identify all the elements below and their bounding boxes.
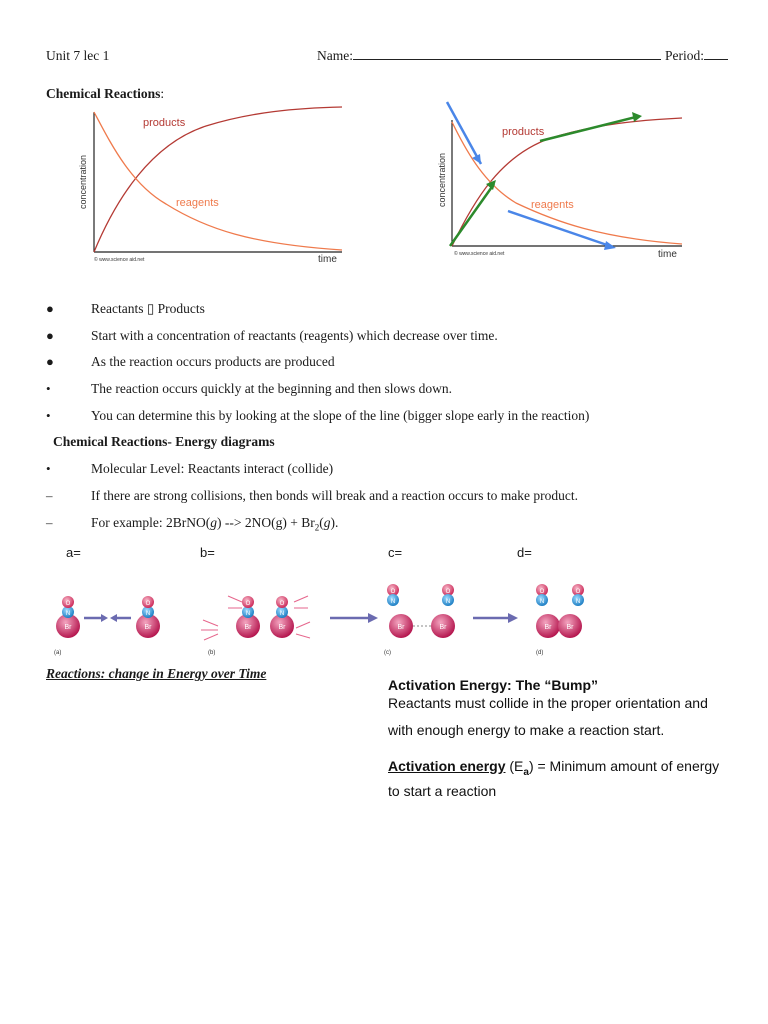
equation-part: g [323,515,331,530]
x-axis-label: time [658,249,677,260]
svg-text:(a): (a) [54,650,62,656]
equation-part: ) --> 2NO(g) + Br [216,515,315,530]
period-field [665,48,728,64]
bullet-text: As the reaction occurs products are produced [91,354,335,369]
arrowhead-icon [368,613,378,623]
activation-definition [388,757,758,782]
svg-text:Br: Br [244,624,252,631]
bullet-marker: ● [46,328,54,343]
section-title-energy-diagrams: Chemical Reactions- Energy diagrams [53,434,275,449]
concentration-graph-1 [76,104,348,266]
reagents-label: reagents [176,197,219,209]
svg-text:N: N [145,611,151,617]
slope-arrow-reagents-late [508,211,610,246]
svg-text:N: N [575,599,581,605]
name-label: Name: [317,48,353,63]
equation-part: g [210,515,217,530]
equation-subscript: 2 [314,522,320,533]
name-blank [353,59,661,60]
name-field [317,48,661,64]
bullet-text: If there are strong collisions, then bonds will break and a reaction occurs to make product. [91,488,578,503]
svg-text:Br: Br [278,624,286,631]
concentration-graph-2 [436,100,686,260]
svg-text:Br: Br [566,624,574,631]
molecule-label-c: c= [388,545,403,560]
period-label: Period: [665,48,704,63]
svg-text:Br: Br [544,624,552,631]
activation-term: Activation energy [388,758,506,774]
molecule-pair-c [384,584,455,656]
molecule-label-b: b= [200,545,215,560]
reagents-curve [94,112,342,250]
products-curve [452,118,682,246]
molecule-label-a: a= [66,545,81,560]
reagents-curve [452,122,682,244]
activation-line-1: Reactants must collide in the proper orientation and [388,695,708,711]
svg-text:O: O [245,601,251,607]
svg-text:(c): (c) [384,650,391,656]
y-axis-label: concentration [78,154,88,210]
bullet-marker: – [46,488,53,503]
molecular-collision-diagram [48,578,608,660]
activation-energy-block [388,676,758,800]
source-label: © www.science aid.net [94,257,145,263]
bullet-marker: • [46,381,51,396]
bullet-marker: • [46,408,51,423]
activation-definition-line-2: to start a reaction [388,782,497,799]
products-label: products [502,126,545,138]
definition-subscript: a [523,766,529,778]
bullet-text: Start with a concentration of reactants (reagents) which decrease over time. [91,328,498,343]
svg-text:Br: Br [439,624,447,631]
svg-text:O: O [539,589,545,595]
bullet-text: The reaction occurs quickly at the beginning and then slows down. [91,381,453,396]
svg-text:N: N [390,599,396,605]
activation-line-2: with enough energy to make a reaction start. [388,722,665,738]
unit-label: Unit 7 lec 1 [46,48,110,63]
equation-part: ( [319,515,324,530]
svg-text:O: O [279,601,285,607]
svg-text:N: N [539,599,545,605]
section-title-text: Chemical Reactions [46,86,161,101]
svg-text:O: O [445,589,451,595]
products-curve [94,107,342,252]
svg-text:O: O [65,601,71,607]
bullet-marker: ● [46,301,54,316]
svg-text:N: N [279,611,285,617]
svg-text:N: N [245,611,251,617]
example-equation [91,515,338,533]
bullet-marker: – [46,515,53,530]
products-label: products [143,117,186,129]
bullet-text: Molecular Level: Reactants interact (collide) [91,461,334,476]
x-axis-label: time [318,254,337,265]
bullet-text: You can determine this by looking at the slope of the line (bigger slope early in the reaction) [91,408,590,423]
definition-part: (E [505,758,524,774]
svg-text:Br: Br [397,624,405,631]
bullet-text: Reactants ▯ Products [91,301,205,316]
source-label: © www.science aid.net [454,251,505,257]
section-title-energy-over-time: Reactions: change in Energy over Time [46,666,267,681]
section-title-chemical-reactions [46,86,164,102]
y-axis-label: concentration [437,152,447,208]
bullet-marker: ● [46,354,54,369]
equation-part: ). [330,515,339,530]
svg-text:N: N [65,611,71,617]
reagents-label: reagents [531,199,574,211]
period-blank [704,59,728,60]
svg-text:O: O [145,601,151,607]
arrowhead-icon [508,613,518,623]
equation-part: For example: 2BrNO( [91,515,211,530]
svg-text:O: O [390,589,396,595]
svg-text:O: O [575,589,581,595]
molecule-label-d: d= [517,545,532,560]
definition-part: ) = Minimum amount of energy [528,758,720,774]
section-title-colon: : [160,86,165,101]
activation-heading: Activation Energy: The “Bump” [388,677,599,693]
svg-text:Br: Br [64,624,72,631]
svg-text:(b): (b) [208,650,216,656]
svg-text:(d): (d) [536,650,544,656]
molecule-pair-a [54,596,160,656]
svg-text:Br: Br [144,624,152,631]
molecule-pair-b [201,596,310,656]
bullet-marker: • [46,461,51,476]
slope-arrow-products-late [540,117,636,141]
svg-text:N: N [445,599,451,605]
slope-arrow-products-early [450,184,494,246]
molecule-pair-d [536,584,584,656]
